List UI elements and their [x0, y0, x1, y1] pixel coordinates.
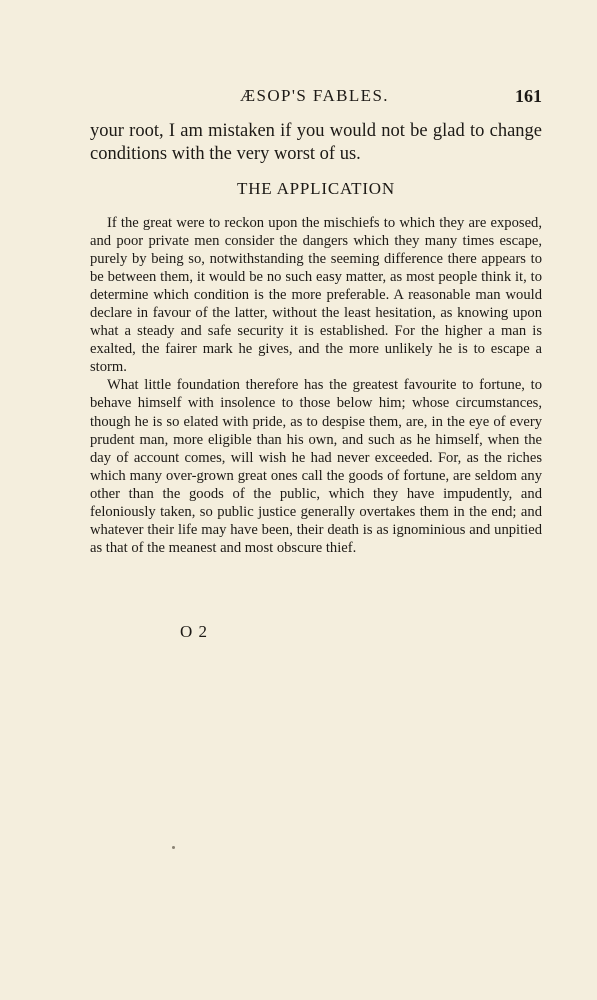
- signature-mark: O 2: [180, 622, 209, 641]
- paragraph: If the great were to reckon upon the mischiefs to which they are exposed, and poor private men consider the dangers which they many times escape, purely by being so, notwithstanding the seeming difference there appears to be between them, it would be no such easy matter, as most people think it, to determine which condition is the more preferable. A reasonable man would declare in favour of the latter, without the least hesitation, as knowing upon what a steady and safe security it is established. For the higher a man is exalted, the fairer mark he gives, and the more unlikely he is to escape a storm.: [90, 215, 542, 376]
- page-number: 161: [515, 86, 542, 106]
- paragraph: What little foundation therefore has the greatest favourite to fortune, to behave himself with insolence to those below him; whose circumstances, though he is so elated with pride, as to despise them, are, in the eye of every prudent man, more eligible than his own, and such as he himself, when the day of account comes, will wish he had never exceeded. For, as the riches which many over-grown great ones call the goods of fortune, are seldom any other than the goods of the public, which they have impudently, and feloniously taken, so public justice generally overtakes them in the end; and whatever their life may have been, their death is as ignominious and unpitied as that of the meanest and most obscure thief.: [90, 377, 542, 556]
- running-title: ÆSOP'S FABLES.: [240, 86, 389, 105]
- section-heading: THE APPLICATION: [237, 179, 395, 198]
- running-head: [90, 86, 542, 108]
- paper-speck: [172, 846, 175, 849]
- carry-over-text: your root, I am mistaken if you would not be glad to change conditions with the very worst of us.: [90, 121, 542, 164]
- application-body: [90, 214, 542, 557]
